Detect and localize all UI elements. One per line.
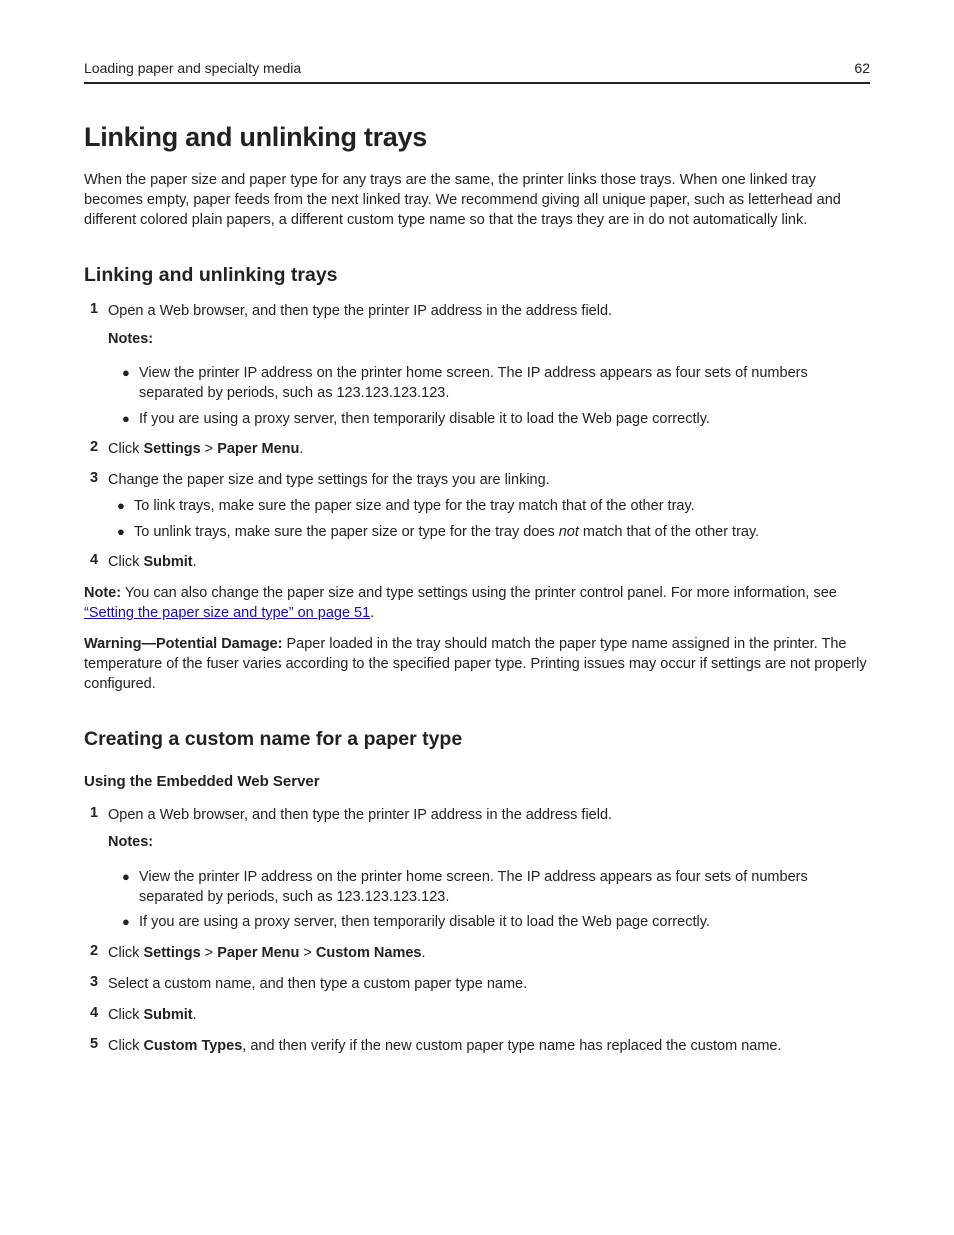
step-number: 1 [90, 805, 99, 821]
step-number: 5 [90, 1036, 99, 1052]
custom-types-label: Custom Types [143, 1038, 243, 1054]
step-number: 3 [90, 974, 99, 990]
bullet-icon: ● [122, 365, 130, 380]
step-text [108, 1005, 868, 1025]
step-text [108, 943, 868, 963]
s2-note-bullet-2 [122, 912, 859, 932]
text-run: You can also change the paper size and type settings using the printer control panel. For more information, see [121, 585, 837, 601]
bullet-text [134, 524, 759, 540]
menu-paper: Paper Menu [217, 441, 300, 457]
page-header [84, 60, 870, 84]
step-text [108, 552, 868, 572]
text-run: . [299, 441, 304, 457]
s2-note-bullet-1 [122, 867, 859, 907]
submit-label: Submit [143, 554, 193, 570]
text-run: Paper loaded in the tray should match the paper type name assigned in the printer. The temperature of the fuser varies according to the specified paper type. Printing issues may occur if settings are not properly configured. [84, 636, 867, 692]
bullet-icon: ● [117, 498, 125, 513]
text-run: To unlink trays, make sure the paper size or type for the tray does [134, 524, 559, 540]
page-number: 62 [854, 60, 870, 76]
emphasis: not [558, 524, 579, 540]
notes-label: Notes: [108, 331, 154, 347]
step-text [108, 439, 868, 459]
step-text [108, 1036, 868, 1056]
step-number: 3 [90, 470, 99, 486]
intro-paragraph: When the paper size and paper type for any trays are the same, the printer links those trays. When one linked tray becomes empty, paper feeds from the next linked tray. We recommend giving all unique paper, such as letterhead and different colored plain papers, a different custom type name so that the trays they are in do not automatically link. [84, 172, 841, 228]
menu-settings: Settings [143, 945, 201, 961]
section-heading-custom-name: Creating a custom name for a paper type [84, 728, 463, 750]
warning-paragraph [84, 634, 870, 694]
menu-settings: Settings [143, 441, 201, 457]
step-number: 2 [90, 439, 99, 455]
step-text: Change the paper size and type settings for the trays you are linking. [108, 472, 550, 488]
s1-step3-bullet-2 [117, 522, 854, 542]
menu-paper: Paper Menu [217, 945, 300, 961]
bullet-icon: ● [122, 411, 130, 426]
step-number: 1 [90, 301, 99, 317]
note-paragraph [84, 583, 870, 623]
warning-label: Warning—Potential Damage: [84, 636, 283, 652]
step-number: 4 [90, 552, 99, 568]
bullet-text: If you are using a proxy server, then temporarily disable it to load the Web page correctly. [139, 914, 710, 930]
text-run: match that of the other tray. [578, 524, 760, 540]
text-run: > [299, 945, 316, 961]
step-text: Open a Web browser, and then type the printer IP address in the address field. [108, 807, 613, 823]
cross-reference-link[interactable]: “Setting the paper size and type” on page 51 [84, 605, 371, 621]
text-run: Click [108, 441, 144, 457]
text-run: Click [108, 1038, 144, 1054]
note-label: Note: [84, 585, 122, 601]
subheading-ews: Using the Embedded Web Server [84, 773, 320, 790]
text-run: , and then verify if the new custom paper type name has replaced the custom name. [242, 1038, 782, 1054]
step-text: Open a Web browser, and then type the printer IP address in the address field. [108, 303, 613, 319]
text-run: > [200, 441, 218, 457]
bullet-icon: ● [122, 869, 130, 884]
section-heading-linking: Linking and unlinking trays [84, 264, 338, 286]
text-run: Click [108, 1007, 144, 1023]
text-run: . [370, 605, 375, 621]
bullet-icon: ● [122, 914, 130, 929]
bullet-text: If you are using a proxy server, then temporarily disable it to load the Web page correctly. [139, 411, 710, 427]
step-text: Select a custom name, and then type a custom paper type name. [108, 976, 528, 992]
s1-note-bullet-2 [122, 409, 859, 429]
bullet-text: View the printer IP address on the printer home screen. The IP address appears as four sets of numbers separated by periods, such as 123.123.123.123. [139, 365, 808, 401]
s1-step3-bullet-1 [117, 496, 854, 516]
bullet-text: To link trays, make sure the paper size and type for the tray match that of the other tray. [134, 498, 695, 514]
submit-label: Submit [143, 1007, 193, 1023]
header-section-title: Loading paper and specialty media [84, 60, 302, 76]
menu-custom-names: Custom Names [315, 945, 422, 961]
text-run: . [192, 1007, 197, 1023]
text-run: Click [108, 945, 144, 961]
page-title: Linking and unlinking trays [84, 122, 427, 152]
notes-label: Notes: [108, 834, 154, 850]
step-number: 4 [90, 1005, 99, 1021]
text-run: > [200, 945, 218, 961]
text-run: . [192, 554, 197, 570]
text-run: Click [108, 554, 144, 570]
text-run: . [421, 945, 426, 961]
s1-note-bullet-1 [122, 363, 859, 403]
bullet-text: View the printer IP address on the printer home screen. The IP address appears as four sets of numbers separated by periods, such as 123.123.123.123. [139, 869, 808, 905]
bullet-icon: ● [117, 524, 125, 539]
step-number: 2 [90, 943, 99, 959]
